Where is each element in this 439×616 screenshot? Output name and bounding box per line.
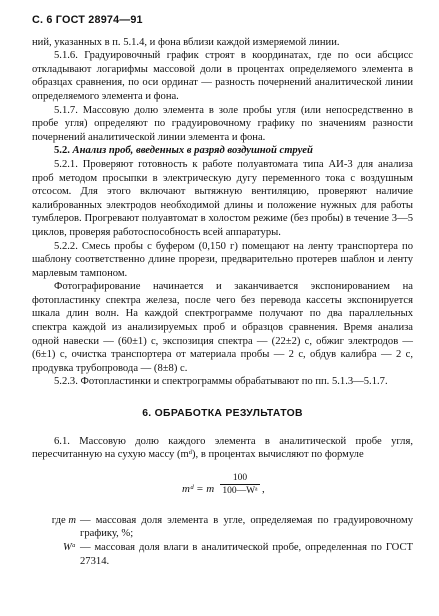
paragraph-5-2-3: 5.2.3. Фотопластинки и спектрограммы обрабатывают по пп. 5.1.3—5.1.7.: [54, 376, 388, 388]
section-6-title: 6. ОБРАБОТКА РЕЗУЛЬТАТОВ: [142, 408, 303, 420]
definition-text: — массовая доля элемента в угле, определяемая по градуировочному графику, %;: [80, 514, 413, 540]
definition-symbol: Wᵃ: [62, 542, 76, 553]
definition-row: [32, 514, 413, 541]
definition-text: — массовая доля влаги в аналитической пробе, определенная по ГОСТ 27314.: [80, 542, 413, 567]
paragraph-5-2-2: 5.2.2. Смесь пробы с буфером (0,150 г) помещают на ленту транспортера по шаблону соответственно длине прорези, предварительно протерев шаблон и ленту марлевым тампоном.: [32, 240, 413, 279]
paragraph-5-1-7: 5.1.7. Массовую долю элемента в золе пробы угля (или непосредственно в пробе угля) определяют по градуировочному графику по значениям разности почернений аналитической линии элемента и фона.: [32, 104, 413, 143]
paragraph-photography: Фотографирование начинается и заканчивается экспонированием на фотопластинку спектра железа, после чего без перевода кассеты экспонируется шкала длин волн. На каждой спектрограмме получают по два параллельных спектра каждой из анализируемых проб и образцов сравнения. Время анализа одной навески — (60±1) с, экспозиция спектра — (22±2) с, обжиг электродов — (6±1) с, очистка транспортера от материала пробы — 2 с, обдув калибра — 2 с, продувка трубопровода — (8±8) с.: [32, 281, 413, 374]
paragraph-5-1-6: 5.1.6. Градуировочный график строят в координатах, где по оси абсцисс откладывают логарифмы массовой доли в процентах определяемого элемента в образцах сравнения, по оси ординат — разность почернений аналитической линии определяемого элемента и фона.: [32, 50, 413, 102]
definition-symbol-text: m: [68, 514, 76, 526]
formula: [32, 472, 413, 506]
subsection-title: Анализ проб, введенных в разряд воздушной струей: [72, 145, 313, 157]
definition-row: [32, 541, 413, 568]
formula-denominator: 100—Wᵃ: [222, 485, 258, 496]
page-header: С. 6 ГОСТ 28974—91: [32, 14, 143, 26]
paragraph-continuation: ний, указанных в п. 5.1.4, и фона вблизи каждой измеряемой линии.: [32, 36, 340, 48]
where-label: где: [51, 514, 66, 526]
formula-comma: ,: [262, 482, 265, 495]
paragraph-6-1: 6.1. Массовую долю каждого элемента в аналитической пробе угля, пересчитанную на сухую массу (mᵈ), в процентах вычисляют по формуле: [32, 435, 413, 461]
definition-symbol: [32, 514, 80, 541]
formula-numerator: 100: [220, 472, 260, 485]
paragraph-5-2-1: 5.2.1. Проверяют готовность к работе полуавтомата типа АИ-3 для анализа проб методом просыпки в электрическую дугу переменного тока с воздушным отсосом. Для этого включают вытяжную вентиляцию, проверяют наличие калиброванных электродов необходимой длины и положение нужных для работы тумблеров. Прогревают полуавтомат в холостом режиме (без пробы) в течение 3—5 циклов, проверяя работоспособность всей аппаратуры.: [32, 158, 413, 238]
formula-lhs: mᵈ = m: [182, 482, 215, 495]
subsection-number: 5.2.: [54, 145, 73, 157]
subsection-5-2-heading: [32, 144, 413, 158]
definitions: [32, 514, 413, 568]
formula-fraction: [220, 472, 260, 497]
